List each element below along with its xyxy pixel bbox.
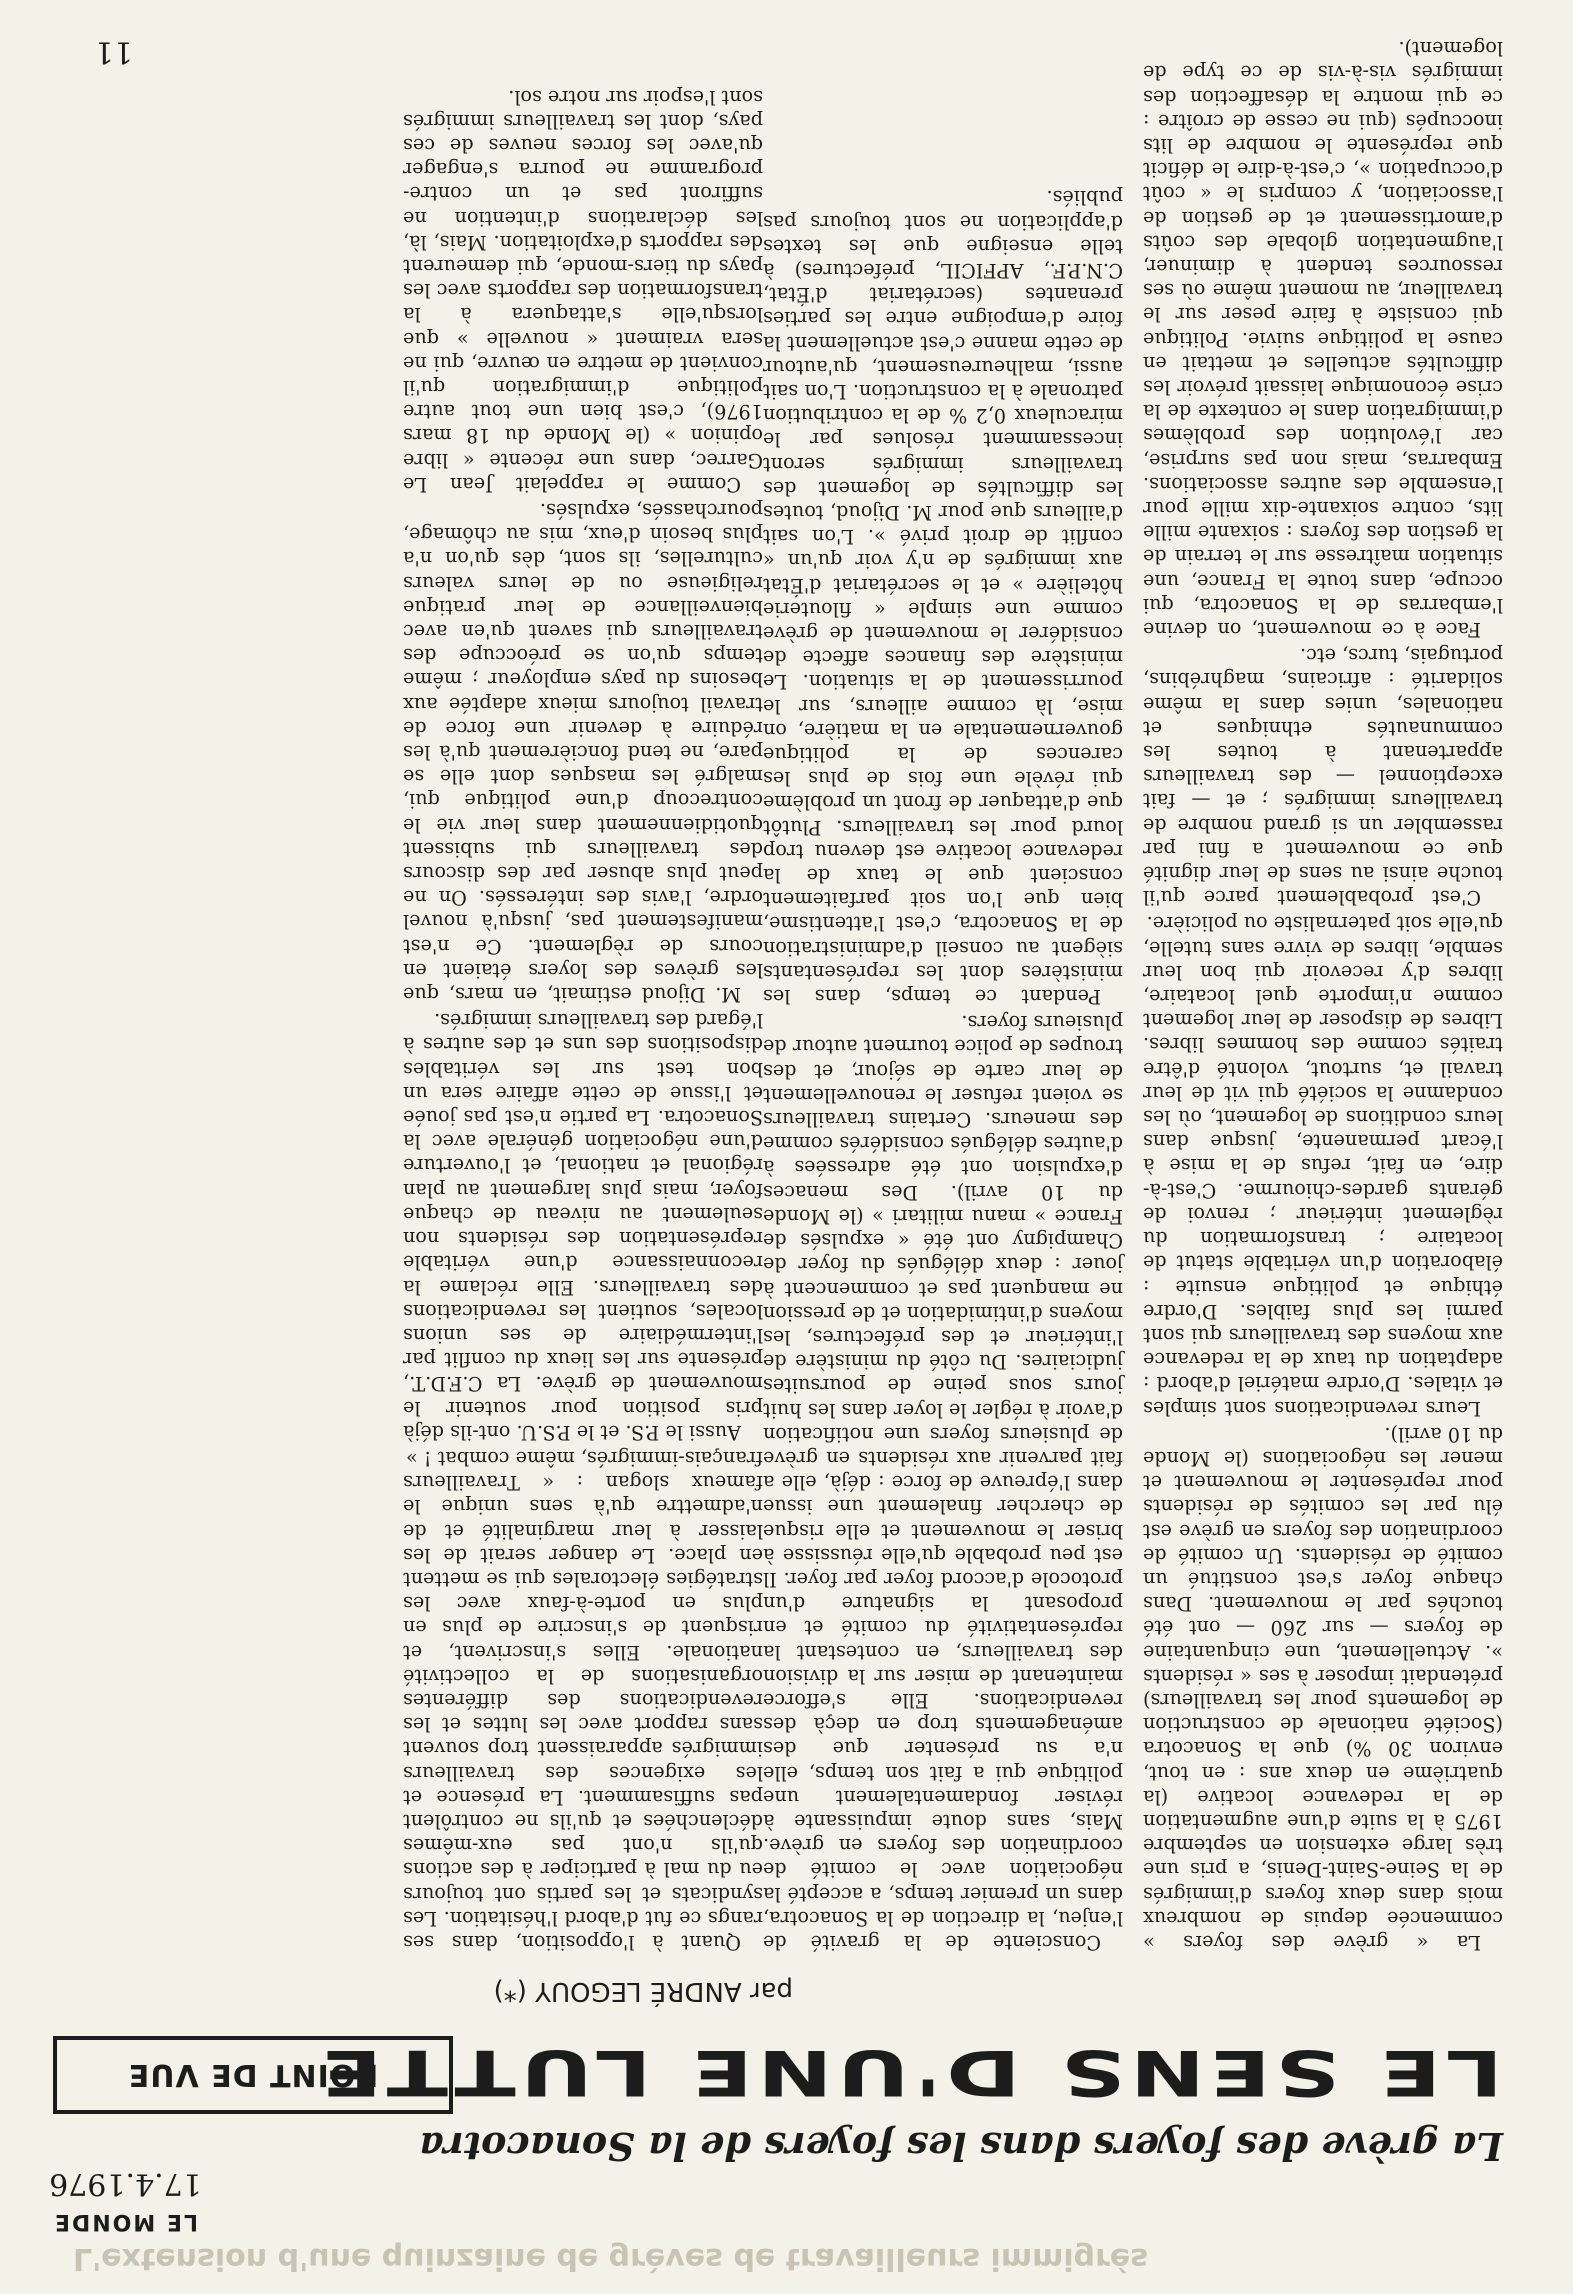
paragraph: C'est probablement parce qu'il touche ainsi au sens de leur dignité que ce mouvement a fini par rassembler un si grand nombre de travailleurs immigrés ; et — fait exceptionnel — des travailleurs appartenant à toutes les communautés ethniques et nationales, unies dans la même solidarité : africains, maghrébins, portugais, turcs, etc.	[1143, 644, 1503, 910]
paragraph: Aussi le P.S. et le P.S.U. ont-ils déjà pris position pour soutenir le mouvement de grève. La C.F.D.T., présente sur les lieux du conflit par l'intermédiaire de ses unions locales, soutient les revendications des travailleurs. Elle réclame la reconnaissance d'une véritable représentation des résidents non seulement au niveau de chaque foyer, mais plus largement au plan régional et national, et l'ouverture d'une négociation générale avec la Sonacotra. La partie n'est pas jouée et l'issue de cette affaire sera un bon test sur les véritables dispositions des uns et des autres à l'égard des travailleurs immigrés.	[403, 1009, 763, 1444]
column-1	[1143, 37, 1503, 1954]
paragraph: Comme le rappelait Jean Le Garrec, dans une récente « libre opinion » (le Monde du 18 mars 1976), c'est bien une tout autre politique d'immigration qu'il convient de mettre en œuvre, qui ne sera vraiment « nouvelle » que lorsqu'elle s'attaquera à la transformation des rapports avec les pays du tiers-monde, qui demeurent des rapports d'exploitation. Mais, là, les déclarations d'intention ne suffiront pas et un contre-programme ne pourra s'engager qu'avec les forces neuves de ces pays, dont les travailleurs immigrés sont l'espoir sur notre sol.	[403, 85, 763, 496]
page-number: 11	[94, 34, 133, 69]
publication-date: 17.4.1976	[49, 2166, 202, 2201]
byline: par ANDRÉ LEGOUY (*)	[493, 1976, 793, 2006]
paragraph: M. Dijoud estimait, en mars, que les grèves des loyers étaient en cours de règlement. Ce n'est manifestement pas, jusqu'à nouvel ordre, l'avis des intéressés. On ne peut plus abuser par des discours des travailleurs qui subissent quotidiennement dans leur vie le contrecoup d'une politique qui, malgré les masques dont elle se pare, ne tend foncièrement qu'à les réduire à devenir une force de travail toujours mieux adaptée aux besoins du pays employeur ; même temps qu'on se préoccupe des travailleurs qui savent qu'en avec bienveillance de leur pratique religieuse ou de leurs valeurs culturelles, ils sont, dès qu'on n'a plus besoin d'eux, mis au chômage, pourchassés, expulsés.	[403, 499, 763, 1007]
article-headline: LE SENS D'UNE LUTTE	[316, 2036, 1503, 2109]
paragraph: Leurs revendications sont simples et vitales. D'ordre matériel d'abord : adaptation du taux de la redevance aux moyens des travailleurs qui sont parmi les plus faibles. D'ordre éthique et politique ensuite : élaboration d'un véritable statut de locataire ; transformation du règlement intérieur ; renvoi de gérants gardes-chiourme. C'est-à-dire, en fait, refus de la mise à l'écart permanente, jusque dans leurs conditions de logement, où les condamne la société qui vit de leur travail et, surtout, volonté d'être traités comme des hommes libres. Libres de disposer de leur logement comme n'importe quel locataire, libres d'y recevoir qui bon leur semble, libres de vivre sans tutelle, qu'elle soit paternaliste ou policière.	[1143, 912, 1503, 1420]
column-2	[763, 124, 1123, 1954]
paragraph: Face à ce mouvement, on devine l'embarras de la Sonacotra, qui occupe, dans toute la France, une situation maîtresse sur le terrain de la gestion des foyers : soixante mille lits, contre soixante-dix mille pour l'ensemble des autres associations. Embarras, mais non pas surprise, car l'évolution des problèmes d'immigration dans le contexte de la crise économique laissait prévoir les difficultés actuelles et mettait en cause la politique suivie. Politique qui consiste à faire peser sur le travailleur, au moment même où ses ressources tendent à diminuer, l'augmentation globale des coûts d'amortissement et de gestion de l'association, y compris le « coût d'occupation », c'est-à-dire le déficit que représente le nombre de lits inoccupés (qui ne cesse de croître : ce qui montre la désaffection des immigrés vis-à-vis de ce type de logement).	[1143, 37, 1503, 642]
paragraph: La « grève des foyers » commencée depuis de nombreux mois dans deux foyers d'immigrés de la Seine-Saint-Denis, a pris une très large extension en septembre 1975 à la suite d'une augmentation de la redevance locative (la quatrième en deux ans : en tout, environ 30 %) que la Sonacotra (Société nationale de construction de logements pour les travailleurs) prétendait imposer à ses « résidents ». Actuellement, une cinquantaine de foyers — sur 260 — ont été touchés par le mouvement. Dans chaque foyer s'est constitué un comité de résidents. Un comité de coordination des foyers en grève est élu par les comités de résidents pour représenter le mouvement et mener les négociations (le Monde du 10 avril).	[1143, 1422, 1503, 1954]
paragraph: Quant à l'opposition, dans ses rangs ce fut d'abord l'hésitation. Les syndicats et les partis ont toujours eu du mal à participer à des actions qu'ils n'ont pas eux-mêmes déclenchées et qu'ils ne contrôlent pas suffisamment. La présence et les exigences des travailleurs immigrés apparaissent trop souvent sans rapport avec les luttes et les revendications des différentes organisations de la collectivité nationale. Elles s'inscrivent, et risquent de s'inscrire de plus en plus en porte-à-faux avec les stratégies électorales qui se mettent en place. Le danger serait de les laisser à leur marginalité et de n'admettre qu'à sens unique le fameux slogan : « Travailleurs français-immigrés, même combat ! »	[403, 1446, 763, 1954]
paragraph: Pendant ce temps, dans les ministères dont les représentants siègent au conseil d'administration de la Sonacotra, c'est l'attentisme, bien que l'on soit parfaitement conscient que le taux de la redevance locative est devenu trop lourd pour les travailleurs. Plutôt que d'attaquer de front un problème qui révèle une fois de plus les carences de la politique gouvernementale en la matière, on mise, là comme ailleurs, sur le pourrissement de la situation. Le ministère des finances affecte de considérer le mouvement de grève comme une simple « filouterie hôtelière » et le secrétariat d'État aux immigrés de n'y voir qu'un « conflit de droit privé ». L'on sait d'ailleurs que pour M. Dijoud, toutes les difficultés de logement des travailleurs immigrés seront incessamment résolues par le miraculeux 0,2 % de la contribution patronale à la construction. L'on sait aussi, malheureusement, qu'autour de cette manne c'est actuellement la foire d'empoigne entre les parties prenantes (secrétariat d'État, C.N.P.F., APFICIL, préfectures) à telle enseigne que les textes d'application ne sont toujours pas publiés.	[763, 186, 1123, 1009]
paragraph: Consciente de la gravité de l'enjeu, la direction de la Sonacotra, dans un premier temps, a accepté la négociation avec le comité de coordination des foyers en grève. Mais, sans doute impuissante à réviser fondamentalement une politique qui a fait son temps, elle n'a su présenter que des aménagements trop en deçà des revendications. Elle s'efforce maintenant de miser sur la division des travailleurs, en contestant la représentativité du comité et en proposant la signature d'un protocole d'accord foyer par foyer. Il est peu probable qu'elle réussisse à briser le mouvement et elle risque de chercher finalement une issue dans l'épreuve de force : déjà, elle a fait parvenir aux résidents en grève de plusieurs foyers une notification d'avoir à régler le loyer dans les huit jours sous peine de poursuites judiciaires. Du côté du ministère de l'intérieur et des préfectures, les moyens d'intimidation et de pression ne manquent pas et commencent à jouer : deux délégués du foyer de Champigny ont été « expulsés de France » manu militari » (le Monde du 10 avril). Des menaces d'expulsion ont été adressées à d'autres délégués considérés comme des meneurs. Certains travailleurs se voient refuser le renouvellement de leur carte de séjour, et des troupes de police tournent autour de plusieurs foyers.	[763, 1011, 1123, 1954]
newspaper-name: LE MONDE	[53, 2209, 199, 2234]
section-box: POINT DE VUE	[53, 2036, 453, 2114]
masthead	[38, 2166, 213, 2234]
bleed-through-text: L'extension d'une quinzaine de grèves de travailleurs immigrés	[73, 2241, 1149, 2276]
column-3	[403, 85, 763, 1954]
article-subhead: La grève des foyers dans les foyers de la Sonacotra	[418, 2124, 1503, 2169]
